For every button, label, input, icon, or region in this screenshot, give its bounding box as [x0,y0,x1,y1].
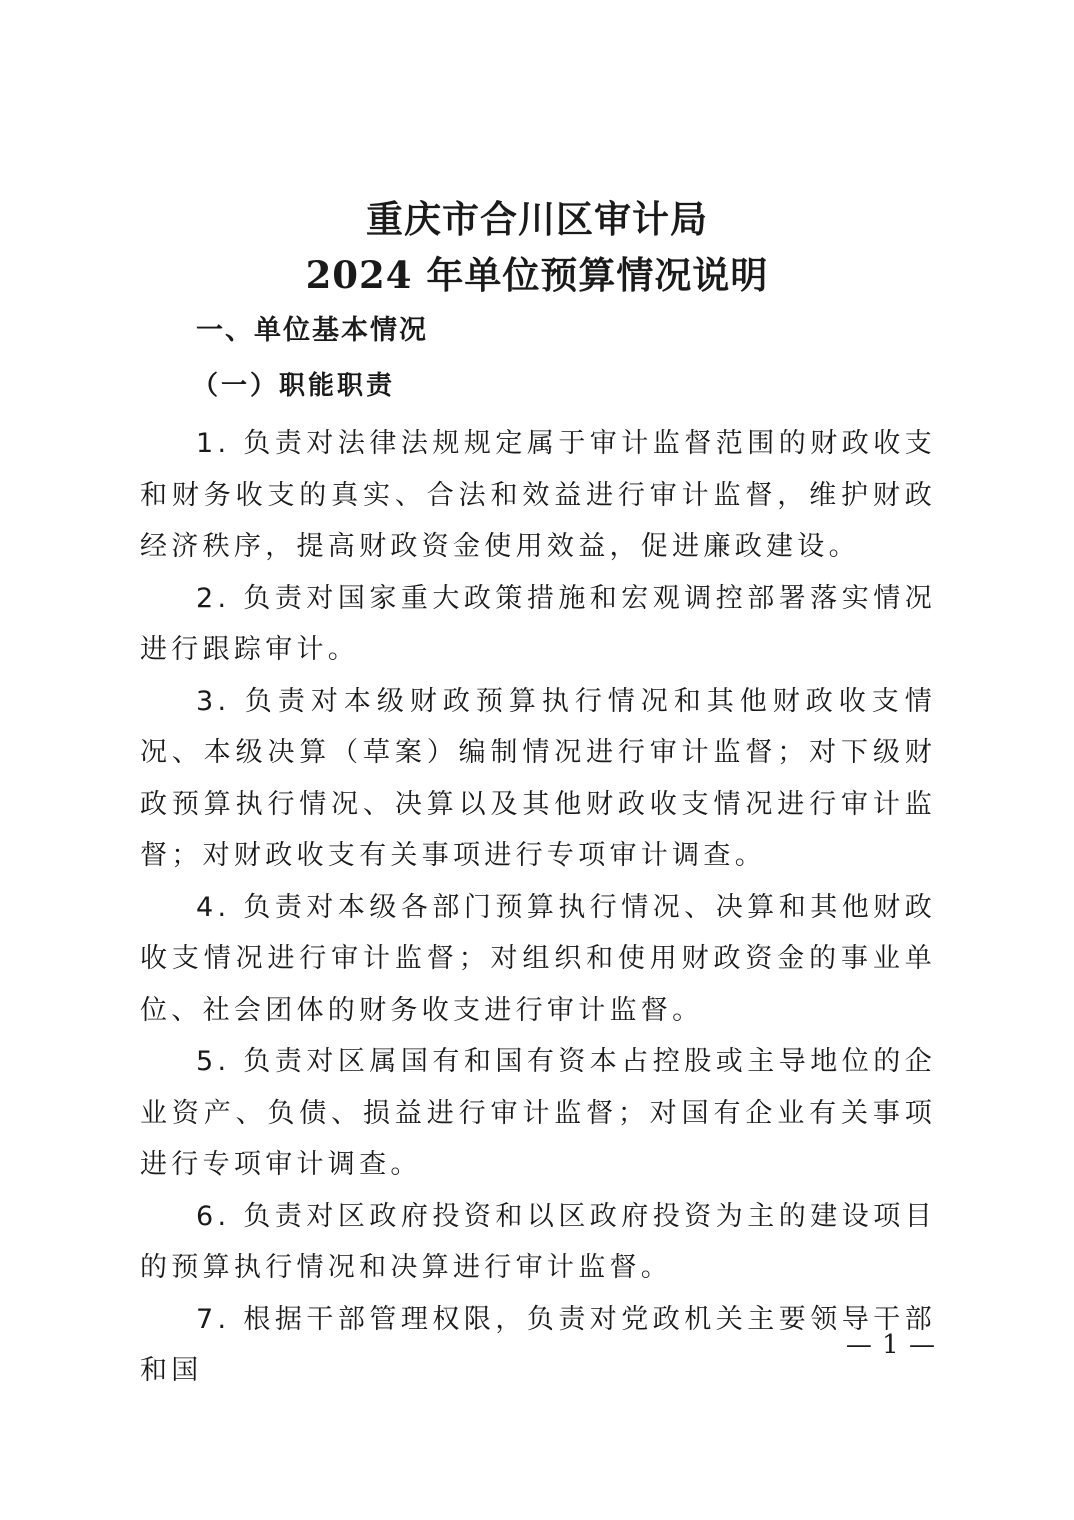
body-text [140,418,936,1397]
paragraph-5: 5. 负责对区属国有和国有资本占控股或主导地位的企业资产、负债、损益进行审计监督；对国有企业有关事项进行专项审计调查。 [140,1046,936,1180]
document-title-line1: 重庆市合川区审计局 [366,197,708,241]
subsection-heading: （一）职能职责 [192,371,396,401]
section-heading: 一、单位基本情况 [196,315,428,346]
paragraph-2: 2. 负责对国家重大政策措施和宏观调控部署落实情况进行跟踪审计。 [140,582,936,665]
page-number: — 1 — [845,1330,936,1360]
document-title-line2: 2024 年单位预算情况说明 [305,253,769,297]
paragraph-6: 6. 负责对区政府投资和以区政府投资为主的建设项目的预算执行情况和决算进行审计监督。 [140,1200,936,1283]
paragraph-1: 1. 负责对法律法规规定属于审计监督范围的财政收支和财务收支的真实、合法和效益进行审计监督，维护财政经济秩序，提高财政资金使用效益，促进廉政建设。 [140,428,936,562]
paragraph-4: 4. 负责对本级各部门预算执行情况、决算和其他财政收支情况进行审计监督；对组织和使用财政资金的事业单位、社会团体的财务收支进行审计监督。 [140,891,936,1026]
paragraph-3: 3. 负责对本级财政预算执行情况和其他财政收支情况、本级决算（草案）编制情况进行审计监督；对下级财政预算执行情况、决算以及其他财政收支情况进行审计监督；对财政收支有关事项进行专项审计调查。 [140,685,936,871]
paragraph-7: 7. 根据干部管理权限，负责对党政机关主要领导干部和国 [140,1303,936,1386]
